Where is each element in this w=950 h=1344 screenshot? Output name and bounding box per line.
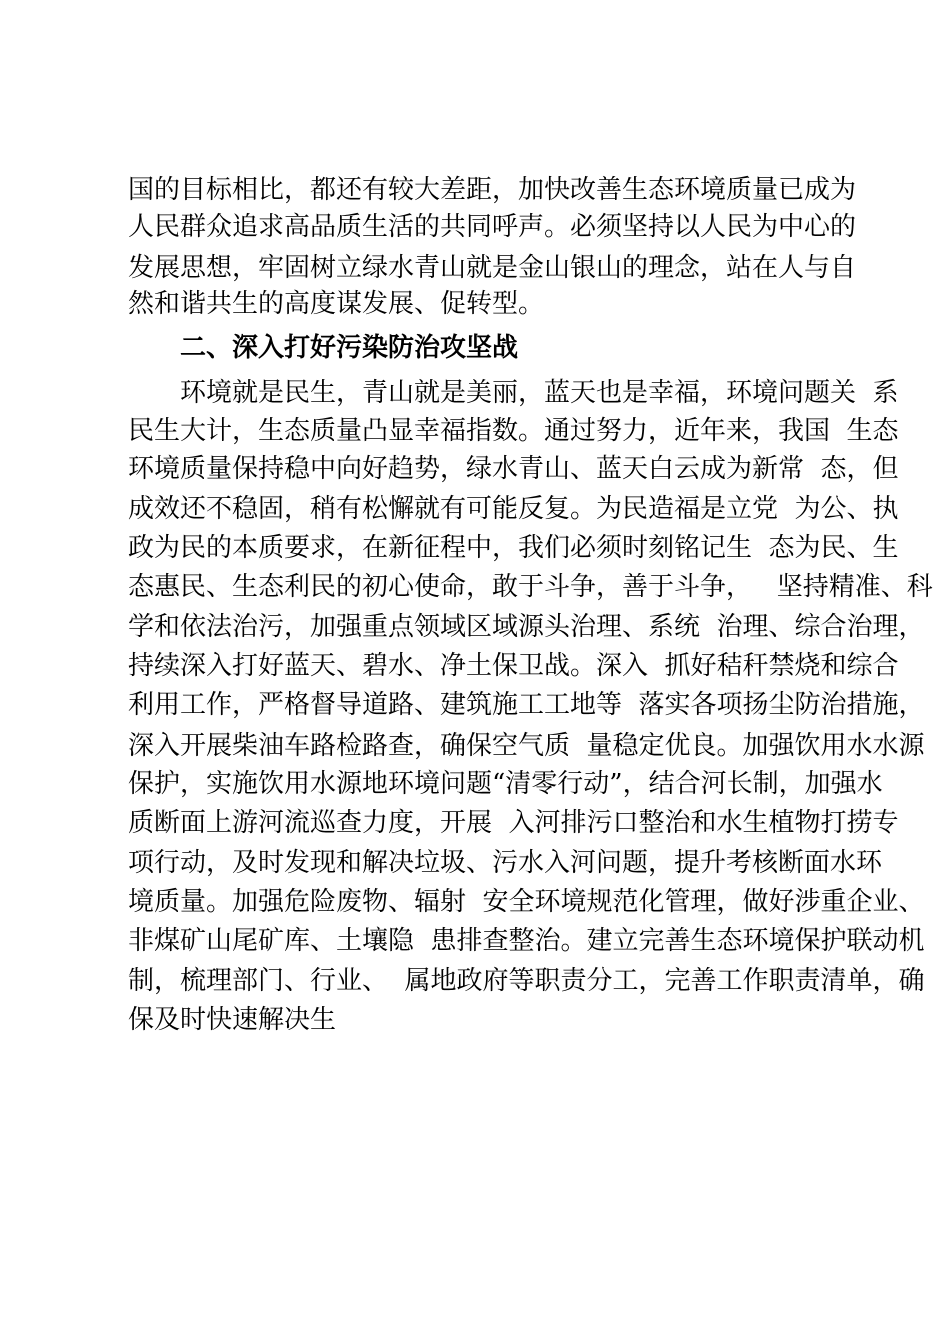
body-text-line: 国的目标相比，都还有较大差距，加快改善生态环境质量已成为 bbox=[128, 175, 857, 205]
body-text-line: 制，梳理部门、行业、 属地政府等职责分工，完善工作职责清单，确 bbox=[128, 966, 925, 996]
body-text-line: 保护，实施饮用水源地环境问题“清零行动”，结合河长制，加强水 bbox=[128, 769, 883, 799]
section-heading: 二、深入打好污染防治攻坚战 bbox=[180, 333, 519, 363]
body-text-line: 态惠民、生态利民的初心使命，敢于斗争，善于斗争， 坚持精准、科 bbox=[128, 572, 933, 602]
body-text-line: 非煤矿山尾矿库、土壤隐 患排查整治。建立完善生态环境保护联动机 bbox=[128, 926, 925, 956]
body-text-line: 成效还不稳固，稍有松懈就有可能反复。为民造福是立党 为公、执 bbox=[128, 494, 899, 524]
body-text-line: 持续深入打好蓝天、碧水、净土保卫战。深入 抓好秸秆禁烧和综合 bbox=[128, 651, 899, 681]
body-text-line: 项行动，及时发现和解决垃圾、污水入河问题，提升考核断面水环 bbox=[128, 848, 883, 878]
body-text-line: 民生大计，生态质量凸显幸福指数。通过努力，近年来，我国 生态 bbox=[128, 416, 899, 446]
body-text-line: 环境质量保持稳中向好趋势，绿水青山、蓝天白云成为新常 态，但 bbox=[128, 454, 899, 484]
body-text-line: 境质量。加强危险废物、辐射 安全环境规范化管理，做好涉重企业、 bbox=[128, 887, 925, 917]
body-text-line: 环境就是民生，青山就是美丽，蓝天也是幸福，环境问题关 系 bbox=[180, 378, 899, 408]
body-text-line: 发展思想，牢固树立绿水青山就是金山银山的理念，站在人与自 bbox=[128, 253, 857, 283]
body-text-line: 保及时快速解决生 bbox=[128, 1005, 337, 1035]
body-text-line: 质断面上游河流巡查力度，开展 入河排污口整治和水生植物打捞专 bbox=[128, 808, 899, 838]
body-text-line: 政为民的本质要求，在新征程中，我们必须时刻铭记生 态为民、生 bbox=[128, 533, 899, 563]
body-text-line: 然和谐共生的高度谋发展、促转型。 bbox=[128, 289, 545, 319]
body-text-line: 深入开展柴油车路检路查，确保空气质 量稳定优良。加强饮用水水源 bbox=[128, 731, 925, 761]
body-text-line: 利用工作，严格督导道路、建筑施工工地等 落实各项扬尘防治措施， bbox=[128, 690, 925, 720]
body-text-line: 学和依法治污，加强重点领域区域源头治理、系统 治理、综合治理， bbox=[128, 612, 925, 642]
body-text-line: 人民群众追求高品质生活的共同呼声。必须坚持以人民为中心的 bbox=[128, 212, 857, 242]
